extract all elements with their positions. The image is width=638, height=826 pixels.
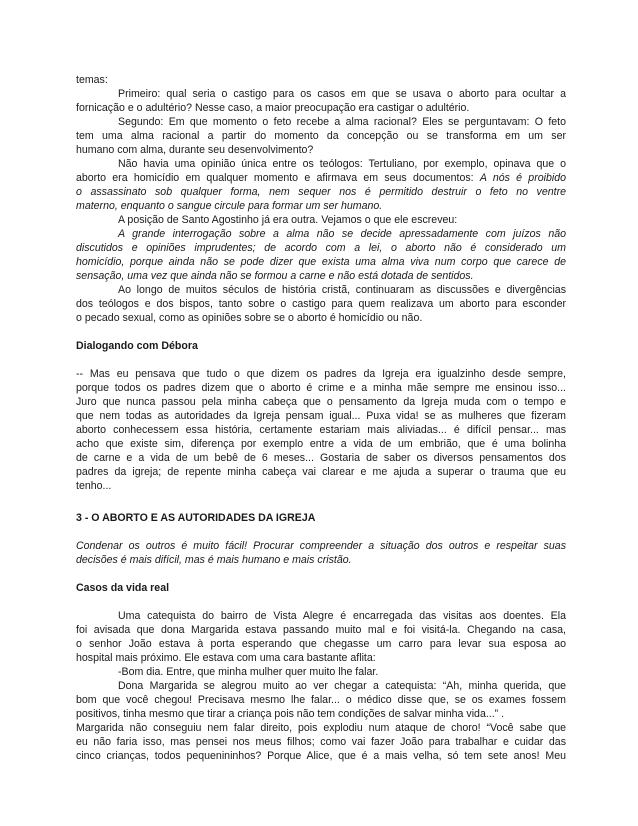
text-line: dos teólogos e dos bispos, tanto sobre o castigo para quem realizava um aborto para esconder bbox=[76, 298, 566, 310]
dialog-line: acho que existe sim, diferença por exemplo entre a vida de um embrião, que é uma bolinha bbox=[76, 438, 566, 450]
story-line: Dona Margarida se alegrou muito ao ver chegar a catequista: “Ah, minha querida, que bbox=[118, 680, 566, 692]
sub-heading: Casos da vida real bbox=[76, 582, 170, 594]
story-line: Uma catequista do bairro de Vista Alegre é encarregada das visitas aos doentes. Ela bbox=[118, 610, 566, 622]
dialog-line: Juro que nunca passou pela minha cabeça que o pensamento da Igreja muda com o tempo e bbox=[76, 396, 566, 408]
dialog-line: de carne e a vida de um bebê de 6 meses... Gostaria de saber os diversos pensamentos dos bbox=[76, 452, 566, 464]
text-line: fornicação e o adultério? Nesse caso, a maior preocupação era castigar o adultério. bbox=[76, 102, 470, 114]
quote-segment: A nós é proibido bbox=[479, 172, 566, 184]
quote-line: o assassinato sob qualquer forma, nem sequer nos é permitido destruir o feto no ventre bbox=[76, 186, 566, 198]
dialog-line: porque todos os padres dizem que o aborto é crime e a minha mãe sempre me ensinou isso... bbox=[76, 382, 566, 394]
quote-line: sensação, uma vez que ainda não se formou a carne e não está dotada de sentidos. bbox=[76, 270, 474, 282]
dialog-line: que nem todas as autoridades da Igreja pensam igual... Puxa vida! se as mulheres que fizeram bbox=[76, 410, 566, 422]
dialog-section bbox=[76, 339, 566, 493]
spacer bbox=[76, 525, 566, 539]
text-line: o pecado sexual, como as opiniões sobre se o aborto é homicídio ou não. bbox=[76, 312, 423, 324]
section-heading: 3 - O ABORTO E AS AUTORIDADES DA IGREJA bbox=[76, 512, 316, 524]
story-line: bom que você chegou! Precisava mesmo lhe falar... o médico disse que, se os exames fossem bbox=[76, 694, 566, 706]
story-line: foi avisada que dona Margarida estava passando muito mal e foi visitá-la. Chegando na casa, bbox=[76, 624, 566, 636]
story-line: hospital mais próximo. Ele estava com uma cara bastante aflita: bbox=[76, 652, 376, 664]
text-line: tem uma alma racional a partir do momento da concepção ou se transforma em um ser bbox=[76, 130, 566, 142]
dialog-heading: Dialogando com Débora bbox=[76, 340, 198, 352]
section-3 bbox=[76, 511, 566, 763]
spacer bbox=[76, 353, 566, 367]
text-line: A posição de Santo Agostinho já era outra. Vejamos o que ele escreveu: bbox=[118, 214, 458, 226]
text-line bbox=[76, 171, 566, 185]
intro-line: decisões é mais difícil, mas é mais humano e mais cristão. bbox=[76, 554, 352, 566]
dialog-line: tenho... bbox=[76, 480, 112, 492]
story-line: o senhor João estava à porta esperando que chegasse um carro para levar sua esposa ao bbox=[76, 638, 566, 650]
quote-line: discutidos e opiniões imprudentes; de acordo com a lei, o aborto não é considerado um bbox=[76, 242, 566, 254]
intro-line: Condenar os outros é muito fácil! Procurar compreender a situação dos outros e respeitar suas bbox=[76, 540, 566, 552]
text-line: humano com alma, durante seu desenvolvimento? bbox=[76, 144, 314, 156]
spacer bbox=[76, 567, 566, 581]
story-line: -Bom dia. Entre, que minha mulher quer muito lhe falar. bbox=[118, 666, 379, 678]
story-line: Margarida não conseguiu nem falar direito, pois explodiu num ataque de choro! “Você sabe que bbox=[76, 722, 566, 734]
text-segment: aborto era homicídio em qualquer momento e afirmava em seus documentos: bbox=[76, 172, 474, 184]
story-line: eu não faria isso, mas pensei nos meus filhos; como vai fazer João para trabalhar e cuidar das bbox=[76, 736, 566, 748]
quote-line: homicídio, porque ainda não se pode dizer que exista uma alma viva num corpo que carece de bbox=[76, 256, 566, 268]
quote-line: materno, enquanto o sangue circule para formar um ser humano. bbox=[76, 200, 383, 212]
text-line: Segundo: Em que momento o feto recebe a alma racional? Eles se perguntavam: O feto bbox=[118, 116, 566, 128]
dialog-line: aborto conhecessem essa história, certamente estariam mais aliviadas... é difícil pensar... mas bbox=[76, 424, 566, 436]
quote-line: A grande interrogação sobre a alma não se decide apressadamente com juízos não bbox=[118, 228, 566, 240]
story-line: positivos, tinha mesmo que tirar a criança pois não tem condições de salvar minha vida...” . bbox=[76, 708, 505, 720]
section-1-text bbox=[76, 73, 566, 325]
spacer bbox=[76, 595, 566, 609]
dialog-line: padres da igreja; de repente minha cabeça vai clarear e me ajuda a superar o trauma que eu bbox=[76, 466, 566, 478]
text-line: Ao longo de muitos séculos de história cristã, continuaram as discussões e divergências bbox=[118, 284, 566, 296]
text-line: Não havia uma opinião única entre os teólogos: Tertuliano, por exemplo, opinava que o bbox=[118, 158, 566, 170]
story-line: cinco crianças, todos pequenininhos? Porque Alice, que é a mais velha, só tem sete anos! Meu bbox=[76, 750, 566, 762]
dialog-line: -- Mas eu pensava que tudo o que dizem os padres da Igreja era igualzinho desde sempre, bbox=[76, 368, 566, 380]
text-line: temas: bbox=[76, 74, 108, 86]
text-line: Primeiro: qual seria o castigo para os casos em que se usava o aborto para ocultar a bbox=[118, 88, 566, 100]
